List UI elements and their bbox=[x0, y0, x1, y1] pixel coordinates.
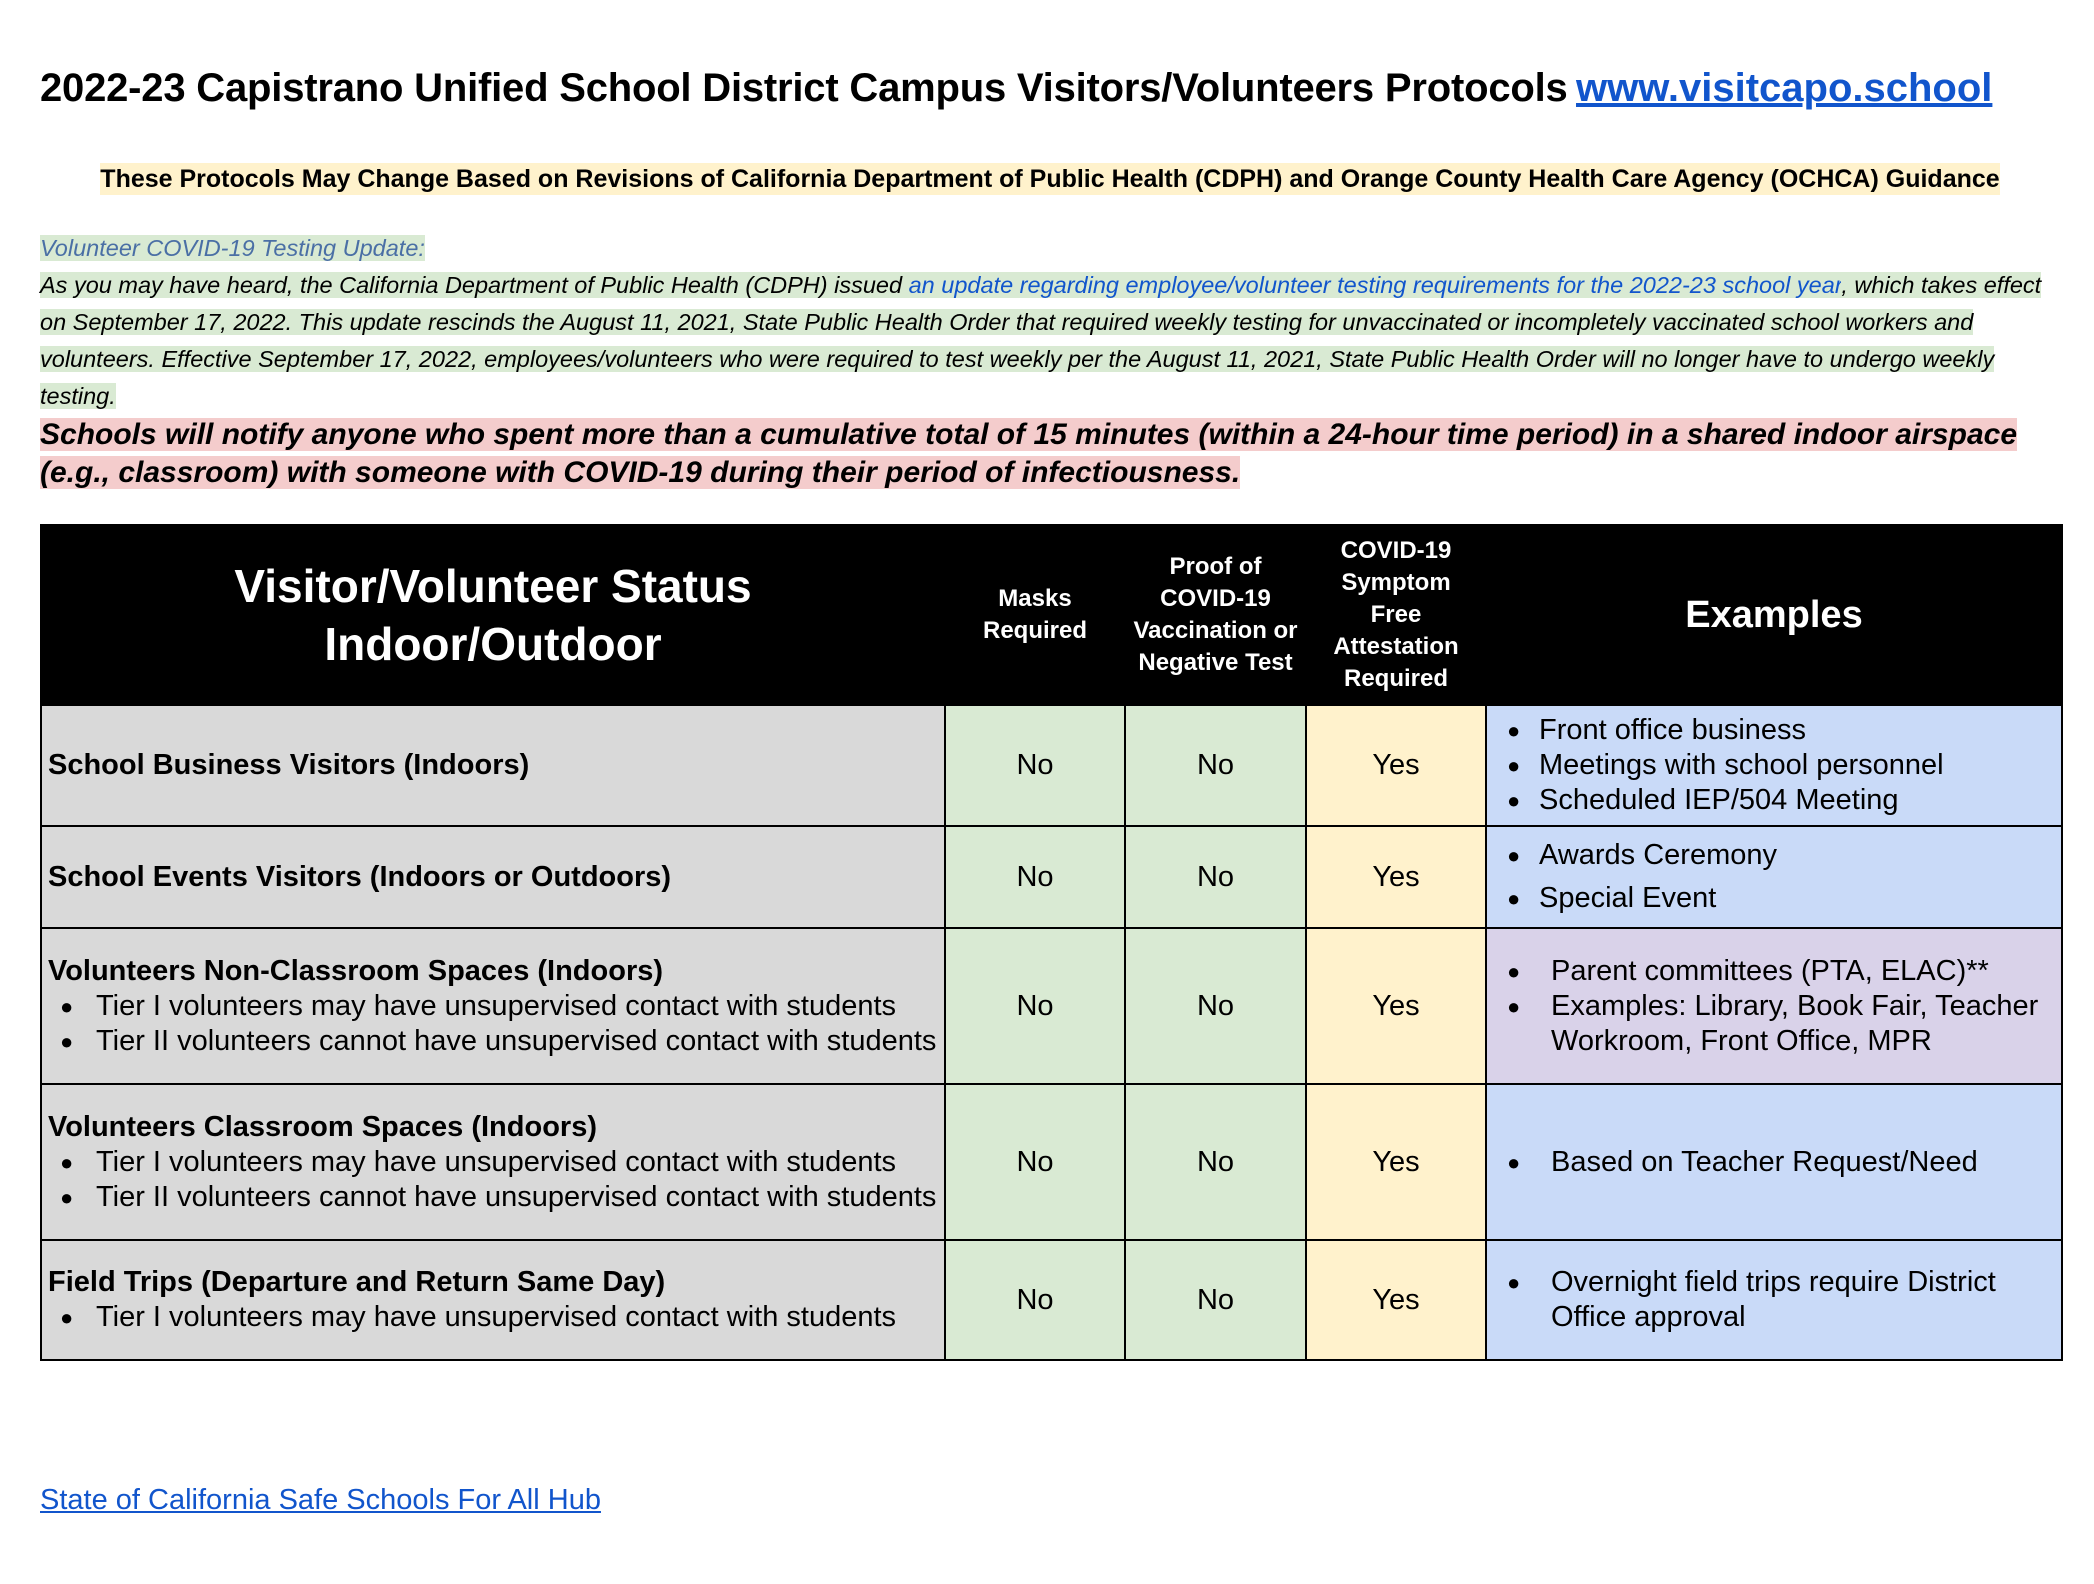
proof-cell: No bbox=[1125, 826, 1306, 928]
proof-cell: No bbox=[1125, 1240, 1306, 1360]
header-proof-line3: Vaccination or bbox=[1133, 617, 1298, 644]
list-item: ● Tier I volunteers may have unsupervised contact with students bbox=[48, 1145, 938, 1180]
masks-cell: No bbox=[945, 928, 1125, 1084]
attestation-cell: Yes bbox=[1306, 826, 1486, 928]
examples-cell bbox=[1486, 826, 2062, 928]
status-cell bbox=[41, 1240, 945, 1360]
header-attestation-line1: COVID-19 bbox=[1340, 537, 1452, 564]
list-item: ● Parent committees (PTA, ELAC)** bbox=[1503, 954, 2045, 989]
testing-update-link[interactable]: an update regarding employee/volunteer testing requirements for the 2022-23 school year bbox=[908, 272, 1842, 298]
masks-cell: No bbox=[945, 1084, 1125, 1240]
header-proof-line2: COVID-19 bbox=[1160, 585, 1271, 612]
page-title: 2022-23 Capistrano Unified School District Campus Visitors/Volunteers Protocols bbox=[40, 66, 1568, 110]
header-status bbox=[41, 525, 945, 705]
status-cell bbox=[41, 1084, 945, 1240]
proof-cell: No bbox=[1125, 928, 1306, 1084]
header-examples: Examples bbox=[1486, 525, 2062, 705]
status-cell bbox=[41, 826, 945, 928]
status-title: Volunteers Classroom Spaces (Indoors) bbox=[48, 1110, 597, 1143]
masks-cell: No bbox=[945, 1240, 1125, 1360]
table-row bbox=[41, 1240, 2062, 1360]
table-row bbox=[41, 928, 2062, 1084]
testing-update-effective: , which takes effect on September 17, 2022. bbox=[40, 272, 2042, 335]
attestation-cell: Yes bbox=[1306, 928, 1486, 1084]
status-bullets bbox=[48, 989, 938, 1059]
list-item: ● Scheduled IEP/504 Meeting bbox=[1503, 783, 2045, 818]
header-attestation-line5: Required bbox=[1343, 665, 1448, 692]
header-proof-line1: Proof of bbox=[1169, 553, 1262, 580]
list-item: ● Tier II volunteers cannot have unsupervised contact with students bbox=[48, 1180, 938, 1215]
list-item: ● Based on Teacher Request/Need bbox=[1503, 1145, 2045, 1180]
header-attestation-line4: Attestation bbox=[1333, 633, 1459, 660]
header-proof bbox=[1125, 525, 1306, 705]
safe-schools-hub-link[interactable]: State of California Safe Schools For All Hub bbox=[40, 1484, 601, 1516]
status-bullets bbox=[48, 1300, 938, 1335]
status-title: School Business Visitors (Indoors) bbox=[48, 749, 530, 781]
masks-cell: No bbox=[945, 705, 1125, 826]
title-row bbox=[40, 66, 1992, 111]
status-cell bbox=[41, 928, 945, 1084]
proof-cell: No bbox=[1125, 1084, 1306, 1240]
testing-update-body: This update rescinds the August 11, 2021, State Public Health Order that required weekly testing for unvaccinated or incompletely vaccinated school workers and volunteers. Effective September 17, 2022, employees/volunteers who were required to test weekly per the August 11, 2021, State Public Health Order will no longer have to undergo weekly testing. bbox=[40, 309, 1995, 409]
list-item: ● Awards Ceremony bbox=[1503, 834, 2045, 877]
examples-list bbox=[1503, 1145, 2045, 1180]
status-bullets bbox=[48, 1145, 938, 1215]
testing-update-heading: Volunteer COVID-19 Testing Update: bbox=[40, 235, 425, 261]
visitcapo-link[interactable]: www.visitcapo.school bbox=[1576, 66, 1993, 110]
header-status-line1: Visitor/Volunteer Status bbox=[234, 560, 752, 612]
attestation-cell: Yes bbox=[1306, 705, 1486, 826]
status-title: Field Trips (Departure and Return Same Day) bbox=[48, 1266, 666, 1298]
exposure-notification-text: Schools will notify anyone who spent more than a cumulative total of 15 minutes (within a 24-hour time period) in a shared indoor airspace (e.g., classroom) with someone with COVID-19 during their period of infectiousness. bbox=[40, 418, 2017, 489]
header-attestation bbox=[1306, 525, 1486, 705]
table-header-row bbox=[41, 525, 2062, 705]
header-attestation-line3: Free bbox=[1370, 601, 1422, 628]
guidance-notice: These Protocols May Change Based on Revisions of California Department of Public Health (CDPH) and Orange County Health Care Agency (OCHCA) Guidance bbox=[100, 165, 2000, 193]
examples-list bbox=[1503, 834, 2045, 920]
list-item: ● Tier I volunteers may have unsupervised contact with students bbox=[48, 1300, 938, 1335]
examples-list bbox=[1503, 954, 2045, 1059]
examples-list bbox=[1503, 1265, 2045, 1335]
masks-cell: No bbox=[945, 826, 1125, 928]
examples-cell bbox=[1486, 1084, 2062, 1240]
header-status-line2: Indoor/Outdoor bbox=[324, 618, 662, 670]
list-item: ● Examples: Library, Book Fair, Teacher Workroom, Front Office, MPR bbox=[1503, 989, 2045, 1059]
list-item: ● Special Event bbox=[1503, 877, 2045, 920]
testing-update-intro: As you may have heard, the California Department of Public Health (CDPH) issued bbox=[40, 272, 909, 298]
list-item: ● Overnight field trips require District Office approval bbox=[1503, 1265, 2045, 1335]
guidance-notice-row bbox=[40, 165, 2060, 194]
exposure-notification bbox=[40, 416, 2050, 492]
status-title: School Events Visitors (Indoors or Outdoors) bbox=[48, 860, 672, 893]
list-item: ● Meetings with school personnel bbox=[1503, 748, 2045, 783]
status-cell bbox=[41, 705, 945, 826]
header-attestation-line2: Symptom bbox=[1341, 569, 1451, 596]
examples-list bbox=[1503, 713, 2045, 818]
protocols-table bbox=[40, 524, 2063, 1361]
examples-cell bbox=[1486, 928, 2062, 1084]
table-row bbox=[41, 826, 2062, 928]
attestation-cell: Yes bbox=[1306, 1240, 1486, 1360]
table-row bbox=[41, 705, 2062, 826]
examples-cell bbox=[1486, 705, 2062, 826]
examples-cell bbox=[1486, 1240, 2062, 1360]
list-item: ● Tier I volunteers may have unsupervised contact with students bbox=[48, 989, 938, 1024]
header-masks bbox=[945, 525, 1125, 705]
header-masks-line1: Masks bbox=[998, 585, 1072, 612]
header-proof-line4: Negative Test bbox=[1138, 649, 1293, 676]
testing-update-section bbox=[40, 230, 2050, 415]
status-title: Volunteers Non-Classroom Spaces (Indoors) bbox=[48, 954, 664, 987]
list-item: ● Front office business bbox=[1503, 713, 2045, 748]
header-masks-line2: Required bbox=[982, 617, 1087, 644]
list-item: ● Tier II volunteers cannot have unsupervised contact with students bbox=[48, 1024, 938, 1059]
proof-cell: No bbox=[1125, 705, 1306, 826]
table-row bbox=[41, 1084, 2062, 1240]
attestation-cell: Yes bbox=[1306, 1084, 1486, 1240]
